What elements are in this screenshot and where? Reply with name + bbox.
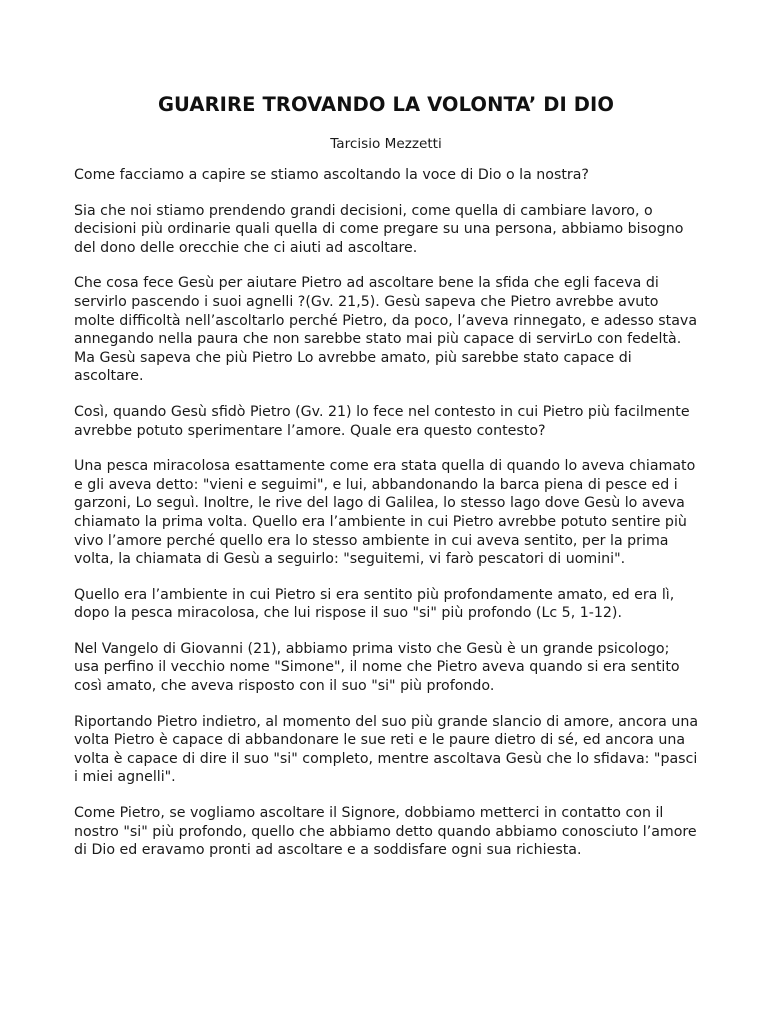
paragraph: Sia che noi stiamo prendendo grandi decisioni, come quella di cambiare lavoro, o decisioni più ordinarie quali quella di come pregare su una persona, abbiamo bisogno del dono delle orecchie che ci aiuti ad ascoltare. bbox=[74, 202, 684, 256]
paragraph: Così, quando Gesù sfidò Pietro (Gv. 21) lo fece nel contesto in cui Pietro più facilmente avrebbe potuto sperimentare l’amore. Quale era questo contesto? bbox=[74, 403, 690, 439]
paragraph: Riportando Pietro indietro, al momento del suo più grande slancio di amore, ancora una volta Pietro è capace di abbandonare le sue reti e le paure dietro di sé, ed ancora una volta è capace di dire il suo "si" completo, mentre ascoltava Gesù che lo sfidava: "pasci i miei agnelli". bbox=[74, 713, 699, 786]
paragraph: Come Pietro, se vogliamo ascoltare il Signore, dobbiamo metterci in contatto con il nostro "si" più profondo, quello che abbiamo detto quando abbiamo conosciuto l’amore di Dio ed eravamo pronti ad ascoltare e a soddisfare ogni sua richiesta. bbox=[74, 805, 697, 859]
document-title: GUARIRE TROVANDO LA VOLONTA’ DI DIO bbox=[157, 93, 615, 116]
paragraph: Che cosa fece Gesù per aiutare Pietro ad ascoltare bene la sfida che egli faceva di servirlo pascendo i suoi agnelli ?(Gv. 21,5). Gesù sapeva che Pietro avrebbe avuto molte difficoltà nell’ascoltarlo perché Pietro, da poco, l’aveva rinnegato, e adesso stava annegando nella paura che non sarebbe stato mai più capace di servirLo con fedeltà. Ma Gesù sapeva che più Pietro Lo avrebbe amato, più sarebbe stato capace di ascoltare. bbox=[74, 275, 698, 385]
paragraph: Come facciamo a capire se stiamo ascoltando la voce di Dio o la nostra? bbox=[74, 167, 589, 183]
paragraph: Nel Vangelo di Giovanni (21), abbiamo prima visto che Gesù è un grande psicologo; usa perfino il vecchio nome "Simone", il nome che Pietro aveva quando si era sentito così amato, che aveva risposto con il suo "si" più profondo. bbox=[74, 640, 680, 695]
document-author: Tarcisio Mezzetti bbox=[330, 136, 442, 152]
paragraph: Quello era l’ambiente in cui Pietro si era sentito più profondamente amato, ed era lì, dopo la pesca miracolosa, che lui rispose il suo "si" più profondo (Lc 5, 1-12). bbox=[74, 586, 675, 622]
paragraph: Una pesca miracolosa esattamente come era stata quella di quando lo aveva chiamato e gli aveva detto: "vieni e seguimi", e lui, abbandonando la barca piena di pesce ed i garzoni, Lo seguì. Inoltre, le rive del lago di Galilea, lo stesso lago dove Gesù lo aveva chiamato la prima volta. Quello era l’ambiente in cui Pietro avrebbe potuto sentire più vivo l’amore perché quello era lo stesso ambiente in cui aveva sentito, per la prima volta, la chiamata di Gesù a seguirlo: "seguitemi, vi farò pescatori di uomini". bbox=[74, 458, 696, 568]
document-body bbox=[74, 166, 698, 860]
